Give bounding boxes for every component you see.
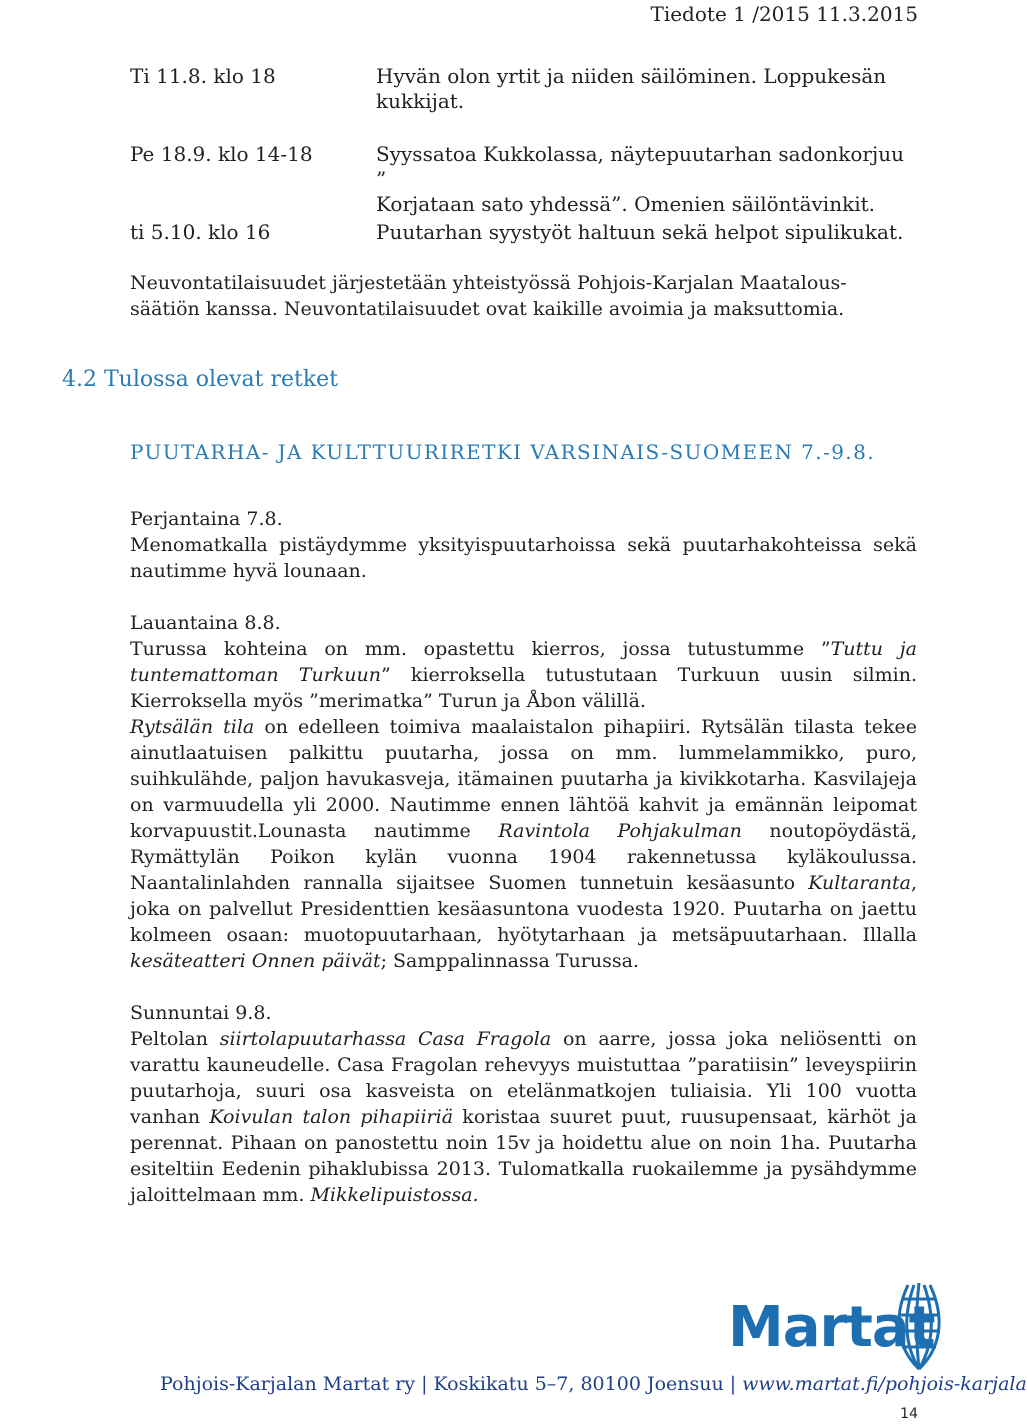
schedule-description	[376, 64, 920, 114]
text-run: , joka on palvellut Presidenttien kesäasuntona vuodesta 1920. Puutarha on jaettu kolmeen osaan: muotopuutarhaan, hyötytarhaan ja metsäpuutarhaan. Illalla	[130, 872, 917, 946]
text-run: ” kierroksella tutustutaan Turkuun uusin silmin. Kierroksella myös ”merimatka” Turun ja Åbon välillä.	[130, 664, 917, 712]
advisory-line: Neuvontatilaisuudet järjestetään yhteistyössä Pohjois-Karjalan Maatalous-	[130, 272, 847, 294]
sunday-text	[130, 1026, 917, 1208]
whisk-icon	[888, 1279, 950, 1371]
schedule-line: Korjataan sato yhdessä”. Omenien säilöntävinkit.	[376, 192, 875, 216]
text-run-italic: Koivulan talon pihapiiriä	[209, 1106, 454, 1128]
schedule-line: Hyvän olon yrtit ja niiden säilöminen. Loppukesän	[376, 64, 887, 88]
text-run: ; Samppalinnassa Turussa.	[380, 950, 639, 972]
page-number: 14	[900, 1406, 918, 1422]
saturday-text-2	[130, 714, 917, 974]
saturday-heading: Lauantaina 8.8.	[130, 612, 281, 634]
friday-text: Menomatkalla pistäydymme yksityispuutarhoissa sekä puutarhakohteissa sekä nautimme hyvä lounaan.	[130, 534, 917, 582]
saturday-text-1	[130, 636, 917, 714]
footer-org: Pohjois-Karjalan Martat ry	[160, 1373, 416, 1395]
advisory-paragraph	[130, 270, 917, 322]
schedule-date: Ti 11.8. klo 18	[130, 64, 276, 88]
trip-details	[130, 506, 917, 1208]
document-header: Tiedote 1 /2015 11.3.2015	[650, 2, 918, 26]
friday-heading: Perjantaina 7.8.	[130, 508, 283, 530]
section-heading: 4.2 Tulossa olevat retket	[62, 367, 339, 392]
sunday-heading: Sunnuntai 9.8.	[130, 1002, 272, 1024]
text-run-italic: Tuttu ja tuntemattoman Turkuun	[130, 638, 917, 686]
text-run-italic: Ravintola Pohjakulman	[498, 820, 742, 842]
footer-contact: Pohjois-Karjalan Martat ry | Koskikatu 5–7, 80100 Joensuu | www.martat.fi/pohjois-karjala	[160, 1373, 1027, 1395]
footer-address: Koskikatu 5–7, 80100 Joensuu	[433, 1373, 724, 1395]
text-run: Peltolan	[130, 1028, 220, 1050]
text-run-italic: Mikkelipuistossa.	[310, 1184, 479, 1206]
schedule-date: ti 5.10. klo 16	[130, 220, 271, 244]
text-run-italic: Kultaranta	[808, 872, 911, 894]
schedule-line: Puutarhan syystyöt haltuun sekä helpot sipulikukat.	[376, 220, 904, 244]
schedule-date: Pe 18.9. klo 14-18	[130, 142, 313, 166]
text-run-italic: kesäteatteri Onnen päivät	[130, 950, 381, 972]
schedule-line: Syyssatoa Kukkolassa, näytepuutarhan sadonkorjuu ”	[376, 142, 904, 191]
schedule-description	[376, 142, 920, 217]
text-run: on edelleen toimiva maalaistalon pihapiiri. Rytsälän tilasta tekee ainutlaatuisen palkittu puutarha, jossa on mm. lummelammikko, puro, suihkulähde, paljon havukasveja, itämainen puutarha ja kivikkotarha. Kasvilajeja on varmuudella yli 2000. Nautimme ennen lähtöä kahvit ja emännän leipomat korvapuustit.Lounasta nautimme	[130, 716, 917, 842]
text-run-italic: siirtolapuutarhassa Casa Fragola	[219, 1028, 552, 1050]
footer-url[interactable]: www.martat.fi/pohjois-karjala	[742, 1373, 1027, 1395]
trip-title: PUUTARHA- JA KULTTUURIRETKI VARSINAIS-SUOMEEN 7.-9.8.	[130, 440, 875, 464]
schedule-line: kukkijat.	[376, 89, 465, 113]
text-run: koristaa suuret puut, ruusupensaat, kärhöt ja perennat. Pihaan on panostettu noin 15v ja hoidettu alue on noin 1ha. Puutarha esiteltiin Eedenin pihaklubissa 2013. Tulomatkalla ruokailemme ja pysähdymme jaloittelmaan mm.	[130, 1106, 918, 1206]
text-run: on aarre, jossa joka neliösentti on varattu kauneudelle. Casa Fragolan rehevyys muistuttaa ”paratiisin” leveyspiirin puutarhoja, suuri osa kasveista on etelänmatkojen tuliaisia. Yli 100 vuotta vanhan	[130, 1028, 917, 1128]
martat-logo: Martat	[728, 1295, 935, 1360]
footer	[0, 1275, 1027, 1425]
schedule-description	[376, 220, 920, 245]
text-run: Turussa kohteina on mm. opastettu kierros, jossa tutustumme ”	[130, 638, 831, 660]
text-run-italic: Rytsälän tila	[130, 716, 255, 738]
advisory-line: säätiön kanssa. Neuvontatilaisuudet ovat kaikille avoimia ja maksuttomia.	[130, 298, 845, 320]
text-run: noutopöydästä, Rymättylän Poikon kylän vuonna 1904 rakennetussa kyläkoulussa. Naantalinlahden rannalla sijaitsee Suomen tunnetuin kesäasunto	[130, 820, 917, 894]
